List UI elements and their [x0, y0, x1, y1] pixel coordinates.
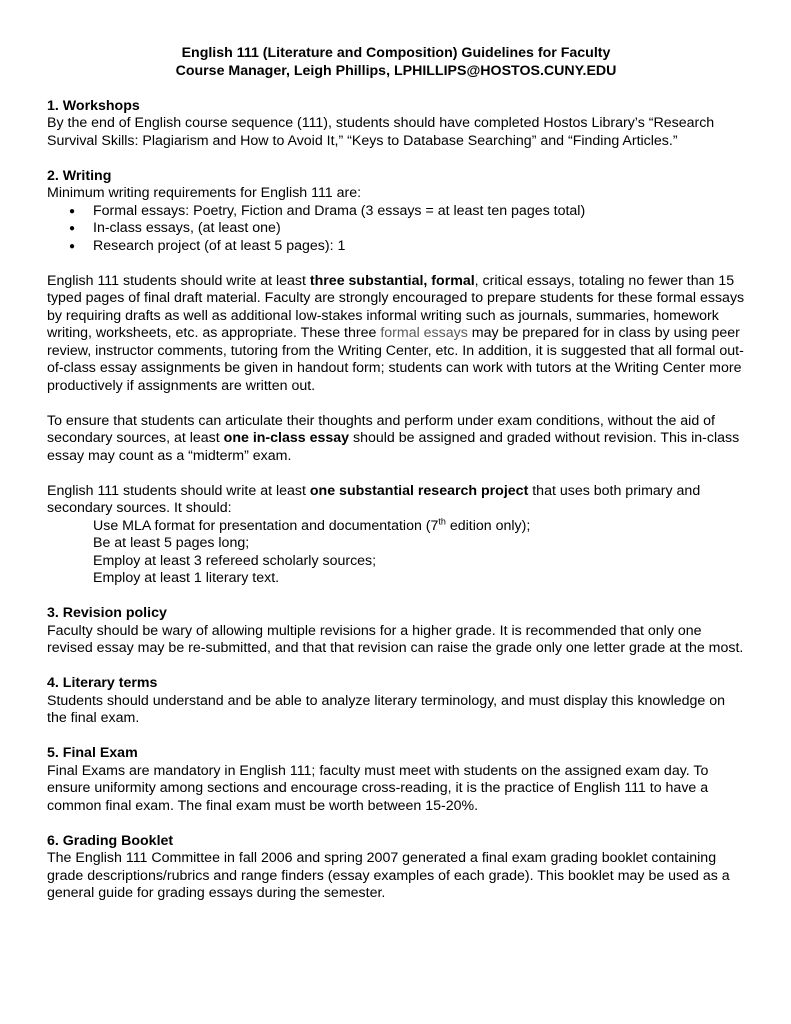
- paragraph-research-project: English 111 students should write at least one substantial research project that uses both primary and secondary sources. It should:: [47, 482, 701, 516]
- section-body: Final Exams are mandatory in English 111; faculty must meet with students on the assigned exam day. To ensure uniformity among sections and encourage cross-reading, it is the practice of English 111 to have a common final exam. The final exam must be worth between 15-20%.: [47, 762, 709, 814]
- paragraph-formal-essays: English 111 students should write at least three substantial, formal, critical essays, totaling no fewer than 15 typed pages of final draft material. Faculty are strongly encouraged to prepare students for these formal essays by requiring drafts as well as additional low-stakes informal writing such as journals, summaries, homework writing, worksheets, etc. as appropriate. These three formal essays may be prepared for in class by using peer review, instructor comments, tutoring from the Writing Center, etc. In addition, it is suggested that all formal out-of-class essay assignments be given in handout form; students can work with tutors at the Writing Center more productively if assignments are written out.: [47, 272, 745, 394]
- writing-requirements-list: [47, 203, 745, 256]
- section-heading: 3. Revision policy: [47, 605, 167, 621]
- section-workshops: [47, 98, 745, 151]
- section-heading: 1. Workshops: [47, 97, 140, 114]
- title-line-1: English 111 (Literature and Composition) Guidelines for Faculty: [181, 45, 611, 61]
- bullet-icon: ●: [69, 223, 76, 234]
- section-heading: 6. Grading Booklet: [47, 832, 174, 849]
- section-revision-policy: [47, 605, 745, 658]
- list-item: ● In-class essays, (at least one): [69, 220, 281, 236]
- title-line-2: Course Manager, Leigh Phillips, LPHILLIPS@HOSTOS.CUNY.EDU: [175, 62, 617, 79]
- bullet-icon: ●: [69, 240, 76, 252]
- list-item: Be at least 5 pages long;: [93, 535, 250, 551]
- writing-intro: Minimum writing requirements for English 111 are:: [47, 185, 362, 201]
- section-body: Faculty should be wary of allowing multiple revisions for a higher grade. It is recommended that only one revised essay may be re-submitted, and that that revision can raise the grade only one letter grade at the most.: [47, 622, 744, 656]
- list-item: ● Research project (of at least 5 pages): 1: [69, 237, 346, 254]
- section-final-exam: [47, 745, 745, 815]
- list-item: Employ at least 1 literary text.: [93, 570, 280, 586]
- research-requirements-list: [47, 515, 745, 588]
- document-title: [47, 45, 745, 80]
- list-item: Use MLA format for presentation and documentation (7th edition only);: [93, 515, 531, 534]
- section-grading-booklet: [47, 833, 745, 903]
- list-item: ● Formal essays: Poetry, Fiction and Drama (3 essays = at least ten pages total): [69, 202, 586, 219]
- section-body: By the end of English course sequence (111), students should have completed Hostos Library’s “Research Survival Skills: Plagiarism and How to Avoid It,” “Keys to Database Searching” and “Finding Articles.”: [47, 115, 715, 149]
- section-writing: [47, 168, 745, 588]
- list-item: Employ at least 3 refereed scholarly sources;: [93, 552, 377, 569]
- section-literary-terms: [47, 675, 745, 728]
- bullet-icon: ●: [69, 205, 76, 217]
- section-heading: 4. Literary terms: [47, 675, 158, 691]
- section-heading: 5. Final Exam: [47, 745, 138, 761]
- section-body: Students should understand and be able to analyze literary terminology, and must display this knowledge on the final exam.: [47, 692, 725, 726]
- section-body: The English 111 Committee in fall 2006 and spring 2007 generated a final exam grading booklet containing grade descriptions/rubrics and range finders (essay examples of each grade). This booklet may be used as a general guide for grading essays during the semester.: [47, 850, 730, 901]
- section-heading: 2. Writing: [47, 167, 112, 184]
- paragraph-in-class-essay: To ensure that students can articulate their thoughts and perform under exam conditions, without the aid of secondary sources, at least one in-class essay should be assigned and graded without revision. This in-class essay may count as a “midterm” exam.: [47, 412, 740, 464]
